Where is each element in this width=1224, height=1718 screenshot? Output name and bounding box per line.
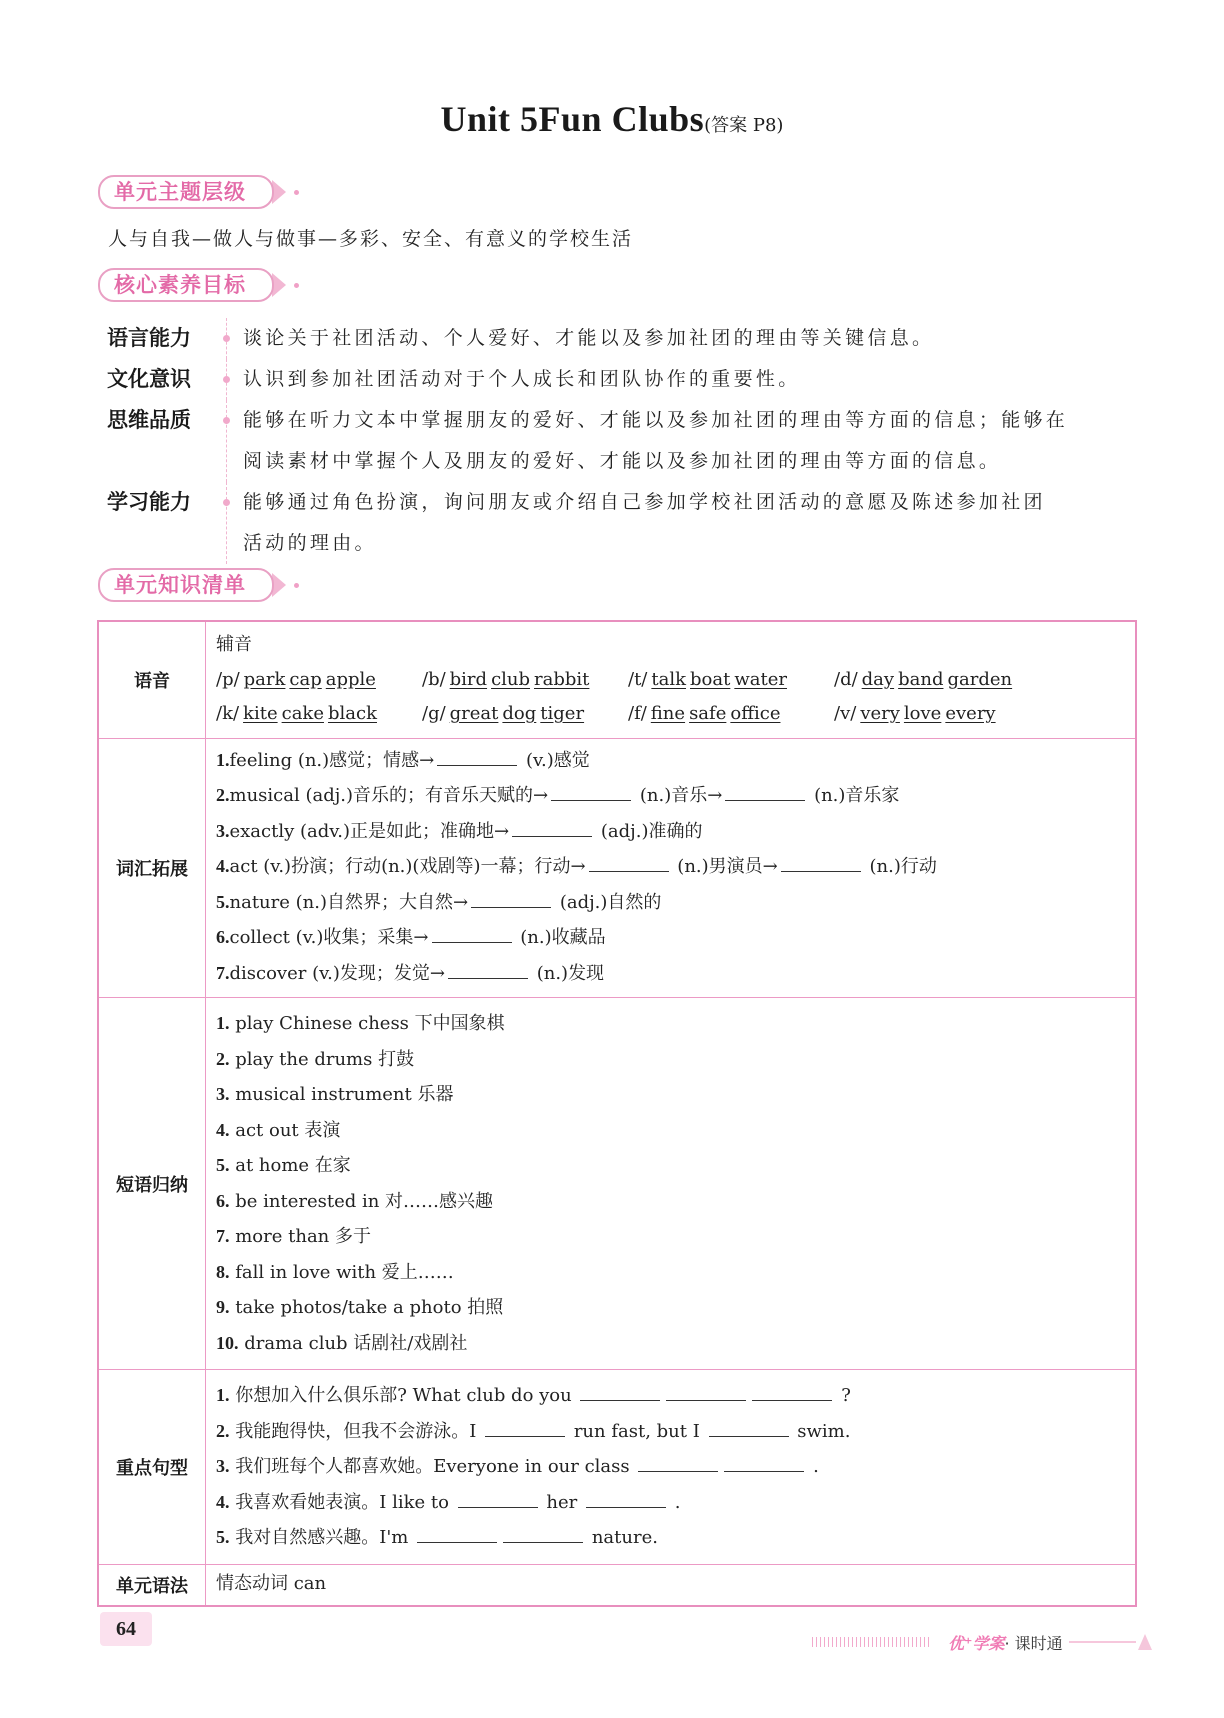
fill-blank bbox=[638, 1453, 718, 1472]
page-title bbox=[0, 98, 1224, 140]
item-number: 3. bbox=[216, 1084, 230, 1104]
vocab-text: act (v.)扮演；行动(n.)(戏剧等)一幕；行动→ bbox=[229, 856, 586, 877]
fill-blank bbox=[485, 1418, 565, 1437]
fill-blank bbox=[417, 1524, 497, 1543]
phrase-item bbox=[216, 1113, 1125, 1149]
goal-label: 语言能力 bbox=[107, 326, 191, 350]
fill-blank bbox=[752, 1382, 832, 1401]
phonetic-group bbox=[216, 663, 422, 698]
phrase-text: at home 在家 bbox=[235, 1155, 351, 1176]
phrase-text: play the drums 打鼓 bbox=[235, 1048, 415, 1070]
bullet-icon bbox=[223, 417, 230, 424]
item-number: 1. bbox=[216, 749, 230, 770]
phrase-item bbox=[216, 1290, 1125, 1326]
fill-blank bbox=[580, 1382, 660, 1401]
item-number: 5. bbox=[216, 1527, 230, 1547]
phonetic-group bbox=[422, 663, 628, 698]
row-label: 单元语法 bbox=[98, 1564, 206, 1606]
section-tag-label: 核心素养目标 bbox=[98, 268, 274, 302]
goal-text: 活动的理由。 bbox=[243, 532, 377, 554]
arrow-icon bbox=[272, 573, 286, 597]
goals-list bbox=[107, 318, 1137, 564]
fill-blank bbox=[781, 853, 861, 872]
grammar-row bbox=[98, 1564, 1136, 1606]
bullet-icon bbox=[223, 499, 230, 506]
example-word: garden bbox=[947, 668, 1013, 690]
vocab-text: exactly (adv.)正是如此；准确地→ bbox=[229, 820, 510, 842]
item-number: 7. bbox=[216, 1226, 230, 1246]
example-word: apple bbox=[325, 668, 376, 690]
phrase-list bbox=[206, 998, 1137, 1370]
example-word: every bbox=[945, 703, 996, 724]
fill-blank bbox=[724, 1453, 804, 1472]
row-label: 重点句型 bbox=[98, 1370, 206, 1565]
phonetic-symbol: /b/ bbox=[422, 668, 446, 690]
phonetic-symbol: /g/ bbox=[422, 703, 446, 724]
item-number: 10. bbox=[216, 1332, 239, 1353]
example-word: club bbox=[491, 668, 531, 690]
fill-blank bbox=[709, 1418, 789, 1437]
vocab-text: nature (n.)自然界；大自然→ bbox=[229, 891, 469, 913]
phonetic-symbol: /f/ bbox=[628, 703, 647, 724]
unit-number: Unit 5 bbox=[440, 99, 539, 139]
example-word: talk bbox=[651, 668, 687, 690]
sentence-text: 我能跑得快，但我不会游泳。I bbox=[235, 1420, 477, 1442]
phrase-item bbox=[216, 1255, 1125, 1291]
phonetics-row bbox=[98, 621, 1136, 738]
fill-blank bbox=[666, 1382, 746, 1401]
sentence-item bbox=[216, 1449, 1125, 1485]
fill-blank bbox=[437, 747, 517, 766]
phonetic-group bbox=[834, 697, 1040, 732]
knowledge-table bbox=[97, 620, 1137, 1607]
sentence-text: . bbox=[674, 1491, 681, 1513]
bullet-icon bbox=[223, 376, 230, 383]
item-number: 5. bbox=[216, 891, 230, 912]
phrase-item bbox=[216, 1042, 1125, 1078]
brand-series-text: · 课时通 bbox=[1004, 1633, 1063, 1653]
vocab-item bbox=[216, 778, 1125, 814]
arrow-icon bbox=[272, 273, 286, 297]
example-word: kite bbox=[243, 703, 278, 724]
vocab-text: (adj.)自然的 bbox=[559, 891, 662, 913]
example-word: tiger bbox=[540, 703, 585, 724]
sentence-list bbox=[206, 1370, 1137, 1565]
phonetic-group bbox=[834, 663, 1040, 698]
item-number: 4. bbox=[216, 856, 230, 876]
fill-blank bbox=[551, 782, 631, 801]
item-number: 7. bbox=[216, 962, 230, 983]
vocab-item bbox=[216, 849, 1125, 885]
example-word: day bbox=[861, 668, 895, 690]
sentence-text: 我对自然感兴趣。I'm bbox=[235, 1527, 409, 1548]
item-number: 4. bbox=[216, 1119, 230, 1140]
fill-blank bbox=[458, 1489, 538, 1508]
sentence-text: 我们班每个人都喜欢她。Everyone in our class bbox=[235, 1456, 630, 1477]
goal-text: 能够通过角色扮演，询问朋友或介绍自己参加学校社团活动的意愿及陈述参加社团 bbox=[243, 491, 1046, 513]
section-header-theme bbox=[98, 175, 299, 209]
item-number: 2. bbox=[216, 1420, 230, 1441]
goal-label: 学习能力 bbox=[107, 490, 191, 514]
footer-brand bbox=[812, 1632, 1152, 1652]
sentence-text: 我喜欢看她表演。I like to bbox=[235, 1491, 449, 1513]
example-word: band bbox=[898, 668, 944, 690]
goal-label: 思维品质 bbox=[107, 408, 191, 432]
row-label: 短语归纳 bbox=[98, 998, 206, 1370]
theme-text: 人与自我—做人与做事—多彩、安全、有意义的学校生活 bbox=[108, 228, 634, 250]
section-tag-label: 单元知识清单 bbox=[98, 568, 274, 602]
example-word: cap bbox=[289, 668, 322, 690]
pencil-icon bbox=[1138, 1634, 1152, 1650]
vocab-list bbox=[206, 738, 1137, 998]
fill-blank bbox=[448, 960, 528, 979]
sentence-item bbox=[216, 1414, 1125, 1450]
sentence-text: swim. bbox=[797, 1420, 851, 1442]
fill-blank bbox=[503, 1524, 583, 1543]
item-number: 4. bbox=[216, 1491, 230, 1512]
vocab-text: (n.)收藏品 bbox=[520, 927, 606, 948]
phrase-text: be interested in 对……感兴趣 bbox=[235, 1190, 494, 1212]
example-word: great bbox=[449, 703, 499, 724]
phonetic-group bbox=[216, 697, 422, 732]
goal-item bbox=[107, 482, 1137, 564]
example-word: bird bbox=[449, 668, 488, 690]
vocab-text: (n.)音乐家 bbox=[814, 785, 900, 806]
grammar-text: 情态动词 can bbox=[206, 1564, 1137, 1606]
phonetic-symbol: /d/ bbox=[834, 668, 858, 690]
goal-text: 阅读素材中掌握个人及朋友的爱好、才能以及参加社团的理由等方面的信息。 bbox=[243, 450, 1002, 472]
example-word: fine bbox=[650, 703, 686, 724]
item-number: 6. bbox=[216, 1190, 230, 1211]
phrase-text: play Chinese chess 下中国象棋 bbox=[235, 1013, 505, 1034]
item-number: 8. bbox=[216, 1261, 230, 1282]
phrase-text: drama club 话剧社/戏剧社 bbox=[244, 1332, 468, 1354]
vocab-text: (n.)音乐→ bbox=[639, 785, 723, 806]
brand-logo-text: 优⁺学案 bbox=[948, 1633, 1005, 1653]
example-word: boat bbox=[690, 668, 731, 690]
goal-text: 能够在听力文本中掌握朋友的爱好、才能以及参加社团的理由等方面的信息；能够在 bbox=[243, 409, 1069, 431]
sentence-text: . bbox=[813, 1456, 819, 1477]
arrow-icon bbox=[272, 180, 286, 204]
sentence-item bbox=[216, 1378, 1125, 1414]
vocab-text: musical (adj.)音乐的；有音乐天赋的→ bbox=[229, 785, 549, 806]
phrase-text: take photos/take a photo 拍照 bbox=[235, 1297, 504, 1318]
phonetics-line bbox=[216, 663, 1125, 698]
item-number: 3. bbox=[216, 820, 230, 841]
item-number: 2. bbox=[216, 1048, 230, 1069]
row-label: 语音 bbox=[98, 621, 206, 738]
sentence-text: nature. bbox=[591, 1527, 658, 1548]
goal-item bbox=[107, 359, 1137, 400]
fill-blank bbox=[589, 853, 669, 872]
example-word: black bbox=[327, 703, 377, 724]
unit-title: Fun Clubs bbox=[538, 99, 705, 139]
phonetic-symbol: /v/ bbox=[834, 703, 857, 724]
phonetic-group bbox=[628, 697, 834, 732]
phonetic-group bbox=[422, 697, 628, 732]
example-word: very bbox=[860, 703, 900, 724]
phrase-text: musical instrument 乐器 bbox=[235, 1084, 454, 1105]
phrase-item bbox=[216, 1219, 1125, 1255]
phonetics-line bbox=[216, 697, 1125, 732]
item-number: 9. bbox=[216, 1297, 230, 1317]
vocab-text: (adj.)准确的 bbox=[600, 820, 703, 842]
fill-blank bbox=[432, 924, 512, 943]
vocab-text: feeling (n.)感觉；情感→ bbox=[229, 749, 435, 771]
sentence-item bbox=[216, 1485, 1125, 1521]
phrase-item bbox=[216, 1006, 1125, 1042]
row-label: 词汇拓展 bbox=[98, 738, 206, 998]
item-number: 5. bbox=[216, 1155, 230, 1175]
bullet-icon bbox=[223, 335, 230, 342]
vocab-text: (n.)行动 bbox=[869, 856, 937, 877]
example-word: safe bbox=[689, 703, 727, 724]
phonetic-symbol: /k/ bbox=[216, 703, 240, 724]
item-number: 1. bbox=[216, 1013, 230, 1033]
phonetic-symbol: /t/ bbox=[628, 668, 648, 690]
phrase-item bbox=[216, 1326, 1125, 1362]
sentence-item bbox=[216, 1520, 1125, 1556]
example-word: water bbox=[734, 668, 787, 690]
phonetic-group bbox=[628, 663, 834, 698]
goal-label: 文化意识 bbox=[107, 367, 191, 391]
page-number: 64 bbox=[100, 1612, 152, 1646]
vocab-row bbox=[98, 738, 1136, 998]
example-word: love bbox=[903, 703, 942, 724]
goal-text: 谈论关于社团活动、个人爱好、才能以及参加社团的理由等关键信息。 bbox=[243, 327, 935, 349]
goal-item bbox=[107, 400, 1137, 482]
example-word: dog bbox=[502, 703, 537, 724]
example-word: rabbit bbox=[534, 668, 590, 690]
item-number: 2. bbox=[216, 785, 230, 805]
phrase-text: fall in love with 爱上…… bbox=[235, 1261, 454, 1283]
vocab-item bbox=[216, 920, 1125, 956]
fill-blank bbox=[512, 818, 592, 837]
phrase-text: act out 表演 bbox=[235, 1119, 341, 1141]
vocab-text: collect (v.)收集；采集→ bbox=[229, 927, 429, 948]
phonetic-symbol: /p/ bbox=[216, 668, 240, 690]
phrase-text: more than 多于 bbox=[235, 1226, 371, 1247]
phonetics-grid bbox=[216, 663, 1125, 732]
section-header-goals bbox=[98, 268, 299, 302]
hatch-decoration bbox=[812, 1637, 932, 1647]
vocab-item bbox=[216, 885, 1125, 921]
sentences-row bbox=[98, 1370, 1136, 1565]
goal-item bbox=[107, 318, 1137, 359]
sentence-text: ? bbox=[841, 1385, 851, 1406]
fill-blank bbox=[471, 889, 551, 908]
item-number: 1. bbox=[216, 1385, 230, 1405]
phrase-item bbox=[216, 1184, 1125, 1220]
dot-icon bbox=[294, 583, 299, 588]
vocab-text: discover (v.)发现；发觉→ bbox=[229, 962, 445, 984]
vocab-text: (n.)发现 bbox=[536, 962, 605, 984]
section-header-knowledge bbox=[98, 568, 299, 602]
item-number: 3. bbox=[216, 1456, 230, 1476]
vocab-item bbox=[216, 956, 1125, 992]
fill-blank bbox=[586, 1489, 666, 1508]
vocab-text: (v.)感觉 bbox=[526, 749, 590, 771]
vocab-item bbox=[216, 743, 1125, 779]
example-word: office bbox=[730, 703, 781, 724]
fill-blank bbox=[725, 782, 805, 801]
sentence-text: her bbox=[546, 1491, 578, 1513]
phrases-row bbox=[98, 998, 1136, 1370]
section-tag-label: 单元主题层级 bbox=[98, 175, 274, 209]
phrase-item bbox=[216, 1077, 1125, 1113]
sentence-text: run fast, but I bbox=[573, 1420, 700, 1442]
example-word: park bbox=[243, 668, 286, 690]
phrase-item bbox=[216, 1148, 1125, 1184]
answer-note: (答案 P8) bbox=[704, 115, 784, 136]
dot-icon bbox=[294, 283, 299, 288]
phonetics-heading: 辅音 bbox=[216, 634, 252, 655]
example-word: cake bbox=[281, 703, 324, 724]
sentence-text: 你想加入什么俱乐部? What club do you bbox=[235, 1385, 572, 1406]
vocab-text: (n.)男演员→ bbox=[677, 856, 778, 877]
dot-icon bbox=[294, 190, 299, 195]
item-number: 6. bbox=[216, 927, 230, 947]
vocab-item bbox=[216, 814, 1125, 850]
goal-text: 认识到参加社团活动对于个人成长和团队协作的重要性。 bbox=[243, 368, 801, 390]
